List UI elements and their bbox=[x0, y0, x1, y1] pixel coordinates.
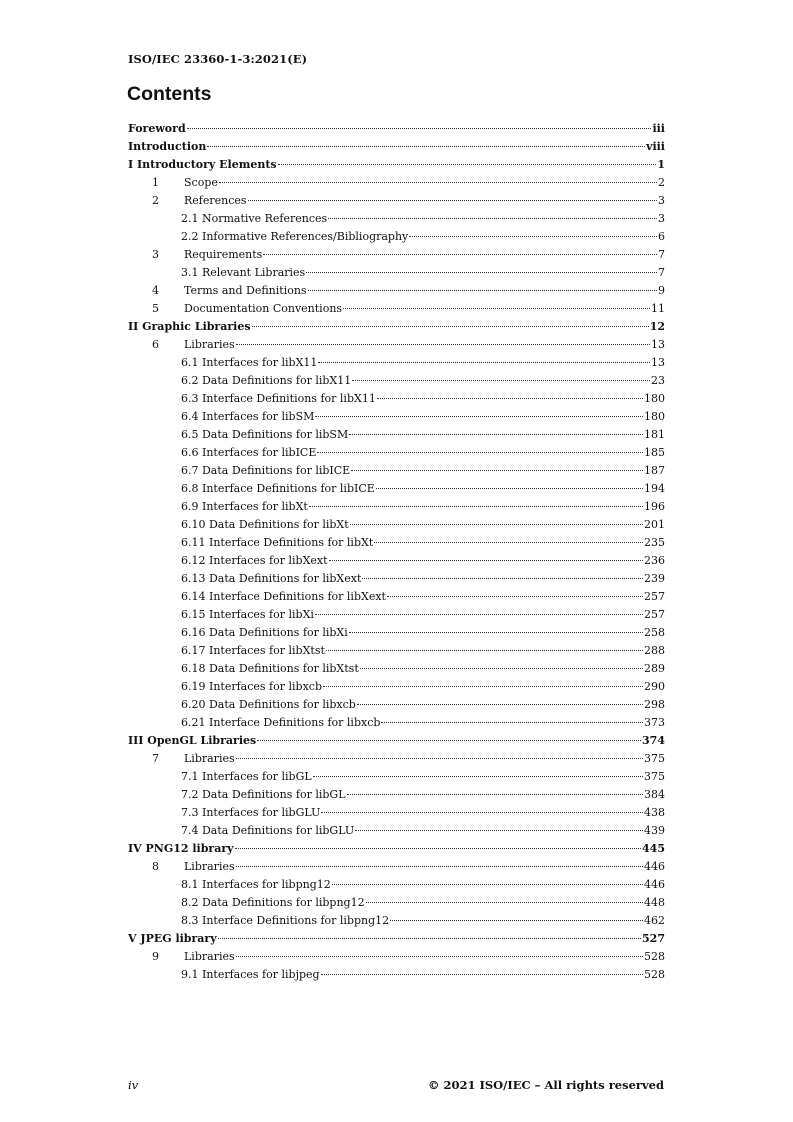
toc-entry-page: 9 bbox=[658, 284, 665, 297]
toc-entry[interactable] bbox=[128, 588, 665, 606]
toc-entry-page: 23 bbox=[651, 374, 665, 387]
toc-entry-page: 12 bbox=[649, 320, 665, 333]
toc-entry-number: 5 bbox=[152, 302, 159, 315]
toc-entry[interactable] bbox=[128, 804, 665, 822]
toc-dot-leader bbox=[350, 524, 643, 525]
toc-entry-label: Documentation Conventions bbox=[184, 302, 343, 315]
toc-dot-leader bbox=[362, 578, 643, 579]
toc-entry-page: 194 bbox=[644, 482, 665, 495]
toc-dot-leader bbox=[187, 128, 652, 129]
toc-dot-leader bbox=[321, 812, 643, 813]
toc-entry[interactable] bbox=[128, 264, 665, 282]
toc-dot-leader bbox=[381, 722, 643, 723]
toc-dot-leader bbox=[366, 902, 643, 903]
toc-entry[interactable] bbox=[128, 768, 665, 786]
toc-entry-label: 7.3 Interfaces for libGLU bbox=[181, 806, 321, 819]
toc-entry[interactable] bbox=[128, 894, 665, 912]
toc-dot-leader bbox=[323, 686, 643, 687]
toc-entry[interactable] bbox=[128, 930, 665, 948]
toc-entry-label: 6.10 Data Definitions for libXt bbox=[181, 518, 349, 531]
toc-entry-page: 257 bbox=[644, 608, 665, 621]
toc-entry-label: IV PNG12 library bbox=[128, 842, 234, 855]
toc-entry[interactable] bbox=[128, 732, 665, 750]
toc-dot-leader bbox=[317, 452, 643, 453]
toc-entry[interactable] bbox=[128, 570, 665, 588]
toc-entry[interactable] bbox=[128, 300, 665, 318]
toc-dot-leader bbox=[328, 218, 657, 219]
toc-entry-label: Terms and Definitions bbox=[184, 284, 307, 297]
toc-entry[interactable] bbox=[128, 192, 665, 210]
toc-entry-label: Libraries bbox=[184, 860, 235, 873]
toc-dot-leader bbox=[235, 848, 642, 849]
toc-entry-page: 13 bbox=[651, 338, 665, 351]
toc-entry[interactable] bbox=[128, 714, 665, 732]
toc-dot-leader bbox=[343, 308, 650, 309]
toc-entry[interactable] bbox=[128, 120, 665, 138]
toc-dot-leader bbox=[374, 542, 643, 543]
toc-entry-label: 6.17 Interfaces for libXtst bbox=[181, 644, 325, 657]
toc-entry-page: 11 bbox=[651, 302, 665, 315]
toc-entry-page: 448 bbox=[644, 896, 665, 909]
toc-entry[interactable] bbox=[128, 552, 665, 570]
toc-dot-leader bbox=[351, 470, 643, 471]
toc-entry-label: Requirements bbox=[184, 248, 263, 261]
toc-entry-page: 13 bbox=[651, 356, 665, 369]
toc-dot-leader bbox=[236, 758, 643, 759]
toc-entry[interactable] bbox=[128, 210, 665, 228]
toc-entry-page: 445 bbox=[642, 842, 665, 855]
toc-entry-label: 6.18 Data Definitions for libXtst bbox=[181, 662, 359, 675]
table-of-contents bbox=[128, 120, 665, 984]
toc-entry-page: 438 bbox=[644, 806, 665, 819]
toc-entry-page: 7 bbox=[658, 248, 665, 261]
toc-entry-page: 439 bbox=[644, 824, 665, 837]
toc-entry-label: 2.2 Informative References/Bibliography bbox=[181, 230, 409, 243]
toc-entry-page: 384 bbox=[644, 788, 665, 801]
toc-entry-page: 462 bbox=[644, 914, 665, 927]
toc-entry-label: 6.1 Interfaces for libX11 bbox=[181, 356, 318, 369]
toc-dot-leader bbox=[257, 740, 641, 741]
toc-entry-page: 6 bbox=[658, 230, 665, 243]
toc-entry-label: 3.1 Relevant Libraries bbox=[181, 266, 306, 279]
toc-entry-label: I Introductory Elements bbox=[128, 158, 277, 171]
toc-entry-label: 6.5 Data Definitions for libSM bbox=[181, 428, 349, 441]
toc-entry-label: 6.19 Interfaces for libxcb bbox=[181, 680, 322, 693]
toc-entry-label: Libraries bbox=[184, 950, 235, 963]
toc-dot-leader bbox=[252, 326, 649, 327]
toc-entry-number: 6 bbox=[152, 338, 159, 351]
toc-entry-label: II Graphic Libraries bbox=[128, 320, 251, 333]
toc-entry-label: 6.21 Interface Definitions for libxcb bbox=[181, 716, 381, 729]
toc-dot-leader bbox=[306, 272, 657, 273]
toc-entry[interactable] bbox=[128, 678, 665, 696]
toc-entry-page: 3 bbox=[658, 212, 665, 225]
toc-dot-leader bbox=[352, 380, 650, 381]
toc-entry[interactable] bbox=[128, 336, 665, 354]
toc-entry-page: 290 bbox=[644, 680, 665, 693]
toc-entry-label: 9.1 Interfaces for libjpeg bbox=[181, 968, 320, 981]
toc-entry[interactable] bbox=[128, 642, 665, 660]
toc-entry[interactable] bbox=[128, 966, 665, 984]
toc-entry-page: 528 bbox=[644, 968, 665, 981]
toc-entry-label: 6.16 Data Definitions for libXi bbox=[181, 626, 348, 639]
toc-entry-label: 6.7 Data Definitions for libICE bbox=[181, 464, 351, 477]
toc-dot-leader bbox=[355, 830, 643, 831]
toc-entry[interactable] bbox=[128, 696, 665, 714]
toc-entry-label: Libraries bbox=[184, 338, 235, 351]
footer-copyright: © 2021 ISO/IEC – All rights reserved bbox=[427, 1078, 664, 1092]
toc-dot-leader bbox=[329, 560, 643, 561]
toc-entry[interactable] bbox=[128, 318, 665, 336]
toc-entry[interactable] bbox=[128, 858, 665, 876]
toc-entry[interactable] bbox=[128, 624, 665, 642]
toc-entry-label: 6.8 Interface Definitions for libICE bbox=[181, 482, 375, 495]
toc-entry[interactable] bbox=[128, 498, 665, 516]
toc-dot-leader bbox=[376, 488, 643, 489]
toc-entry-label: 2.1 Normative References bbox=[181, 212, 328, 225]
toc-entry-page: 373 bbox=[644, 716, 665, 729]
toc-dot-leader bbox=[387, 596, 643, 597]
toc-dot-leader bbox=[218, 938, 641, 939]
toc-dot-leader bbox=[390, 920, 643, 921]
toc-entry[interactable] bbox=[128, 354, 665, 372]
toc-dot-leader bbox=[248, 200, 657, 201]
toc-entry-page: 235 bbox=[644, 536, 665, 549]
toc-dot-leader bbox=[318, 362, 650, 363]
toc-entry-page: 289 bbox=[644, 662, 665, 675]
toc-entry-page: 185 bbox=[644, 446, 665, 459]
toc-dot-leader bbox=[357, 704, 643, 705]
toc-entry-label: Introduction bbox=[128, 140, 207, 153]
toc-entry[interactable] bbox=[128, 282, 665, 300]
page-title: Contents bbox=[127, 83, 212, 105]
document-id: ISO/IEC 23360-1-3:2021(E) bbox=[128, 52, 308, 66]
toc-entry-label: 6.2 Data Definitions for libX11 bbox=[181, 374, 352, 387]
toc-dot-leader bbox=[309, 506, 643, 507]
toc-entry-page: 2 bbox=[658, 176, 665, 189]
toc-entry-label: 6.4 Interfaces for libSM bbox=[181, 410, 315, 423]
toc-entry-label: 8.1 Interfaces for libpng12 bbox=[181, 878, 331, 891]
toc-entry-label: 8.2 Data Definitions for libpng12 bbox=[181, 896, 365, 909]
toc-entry-page: 196 bbox=[644, 500, 665, 513]
toc-entry[interactable] bbox=[128, 840, 665, 858]
toc-entry-number: 2 bbox=[152, 194, 159, 207]
toc-entry-label: III OpenGL Libraries bbox=[128, 734, 257, 747]
toc-entry-label: Libraries bbox=[184, 752, 235, 765]
toc-entry-label: 6.3 Interface Definitions for libX11 bbox=[181, 392, 376, 405]
toc-entry[interactable] bbox=[128, 138, 665, 156]
toc-entry[interactable] bbox=[128, 408, 665, 426]
toc-entry-page: 257 bbox=[644, 590, 665, 603]
toc-entry-label: Scope bbox=[184, 176, 218, 189]
toc-entry-number: 9 bbox=[152, 950, 159, 963]
toc-entry-label: 7.4 Data Definitions for libGLU bbox=[181, 824, 355, 837]
toc-dot-leader bbox=[236, 956, 643, 957]
toc-entry-page: 3 bbox=[658, 194, 665, 207]
toc-dot-leader bbox=[263, 254, 657, 255]
toc-entry[interactable] bbox=[128, 822, 665, 840]
toc-dot-leader bbox=[236, 866, 643, 867]
toc-entry-label: 6.15 Interfaces for libXi bbox=[181, 608, 314, 621]
toc-dot-leader bbox=[321, 974, 643, 975]
toc-entry-page: 375 bbox=[644, 752, 665, 765]
toc-entry-label: Foreword bbox=[128, 122, 186, 135]
toc-entry-page: 239 bbox=[644, 572, 665, 585]
toc-entry-label: 6.9 Interfaces for libXt bbox=[181, 500, 308, 513]
toc-entry[interactable] bbox=[128, 912, 665, 930]
toc-entry-page: 288 bbox=[644, 644, 665, 657]
toc-entry-page: 258 bbox=[644, 626, 665, 639]
toc-entry-label: 7.1 Interfaces for libGL bbox=[181, 770, 312, 783]
toc-entry[interactable] bbox=[128, 660, 665, 678]
toc-entry[interactable] bbox=[128, 786, 665, 804]
toc-entry-page: 527 bbox=[642, 932, 665, 945]
toc-entry-page: 375 bbox=[644, 770, 665, 783]
toc-entry-number: 4 bbox=[152, 284, 159, 297]
toc-entry-page: viii bbox=[646, 140, 665, 153]
toc-entry-page: iii bbox=[652, 122, 665, 135]
toc-entry-page: 201 bbox=[644, 518, 665, 531]
toc-entry-label: References bbox=[184, 194, 247, 207]
toc-dot-leader bbox=[315, 614, 643, 615]
toc-dot-leader bbox=[278, 164, 657, 165]
toc-entry[interactable] bbox=[128, 444, 665, 462]
toc-entry-number: 1 bbox=[152, 176, 159, 189]
toc-entry-label: 6.11 Interface Definitions for libXt bbox=[181, 536, 374, 549]
toc-entry-label: 6.6 Interfaces for libICE bbox=[181, 446, 317, 459]
toc-entry-page: 298 bbox=[644, 698, 665, 711]
toc-dot-leader bbox=[349, 632, 643, 633]
toc-entry-number: 8 bbox=[152, 860, 159, 873]
toc-entry-page: 181 bbox=[644, 428, 665, 441]
toc-entry-number: 7 bbox=[152, 752, 159, 765]
toc-dot-leader bbox=[313, 776, 643, 777]
toc-dot-leader bbox=[207, 146, 645, 147]
toc-entry[interactable] bbox=[128, 174, 665, 192]
toc-entry[interactable] bbox=[128, 948, 665, 966]
toc-entry-label: 8.3 Interface Definitions for libpng12 bbox=[181, 914, 390, 927]
toc-entry[interactable] bbox=[128, 534, 665, 552]
toc-entry-label: 6.13 Data Definitions for libXext bbox=[181, 572, 362, 585]
toc-entry-page: 528 bbox=[644, 950, 665, 963]
toc-entry-page: 180 bbox=[644, 410, 665, 423]
toc-entry-label: 6.14 Interface Definitions for libXext bbox=[181, 590, 386, 603]
toc-entry[interactable] bbox=[128, 156, 665, 174]
toc-entry-page: 446 bbox=[644, 860, 665, 873]
toc-entry-page: 7 bbox=[658, 266, 665, 279]
toc-entry-label: 6.20 Data Definitions for libxcb bbox=[181, 698, 356, 711]
toc-entry[interactable] bbox=[128, 516, 665, 534]
toc-dot-leader bbox=[326, 650, 643, 651]
toc-entry[interactable] bbox=[128, 876, 665, 894]
toc-entry[interactable] bbox=[128, 246, 665, 264]
toc-entry-label: V JPEG library bbox=[128, 932, 217, 945]
footer-page-number: iv bbox=[128, 1078, 139, 1092]
toc-entry[interactable] bbox=[128, 606, 665, 624]
toc-entry-label: 6.12 Interfaces for libXext bbox=[181, 554, 328, 567]
toc-entry[interactable] bbox=[128, 228, 665, 246]
toc-dot-leader bbox=[308, 290, 657, 291]
toc-entry-label: 7.2 Data Definitions for libGL bbox=[181, 788, 346, 801]
toc-entry[interactable] bbox=[128, 372, 665, 390]
toc-dot-leader bbox=[332, 884, 643, 885]
toc-entry-number: 3 bbox=[152, 248, 159, 261]
toc-entry-page: 374 bbox=[642, 734, 665, 747]
toc-dot-leader bbox=[219, 182, 657, 183]
toc-entry[interactable] bbox=[128, 390, 665, 408]
toc-entry-page: 446 bbox=[644, 878, 665, 891]
toc-dot-leader bbox=[377, 398, 643, 399]
toc-dot-leader bbox=[409, 236, 657, 237]
toc-entry-page: 187 bbox=[644, 464, 665, 477]
toc-dot-leader bbox=[360, 668, 643, 669]
toc-entry-page: 180 bbox=[644, 392, 665, 405]
toc-entry-page: 236 bbox=[644, 554, 665, 567]
toc-dot-leader bbox=[315, 416, 643, 417]
toc-dot-leader bbox=[347, 794, 643, 795]
toc-entry[interactable] bbox=[128, 480, 665, 498]
toc-entry[interactable] bbox=[128, 750, 665, 768]
toc-dot-leader bbox=[349, 434, 643, 435]
toc-dot-leader bbox=[236, 344, 650, 345]
toc-entry-page: 1 bbox=[657, 158, 665, 171]
toc-entry[interactable] bbox=[128, 426, 665, 444]
toc-entry[interactable] bbox=[128, 462, 665, 480]
